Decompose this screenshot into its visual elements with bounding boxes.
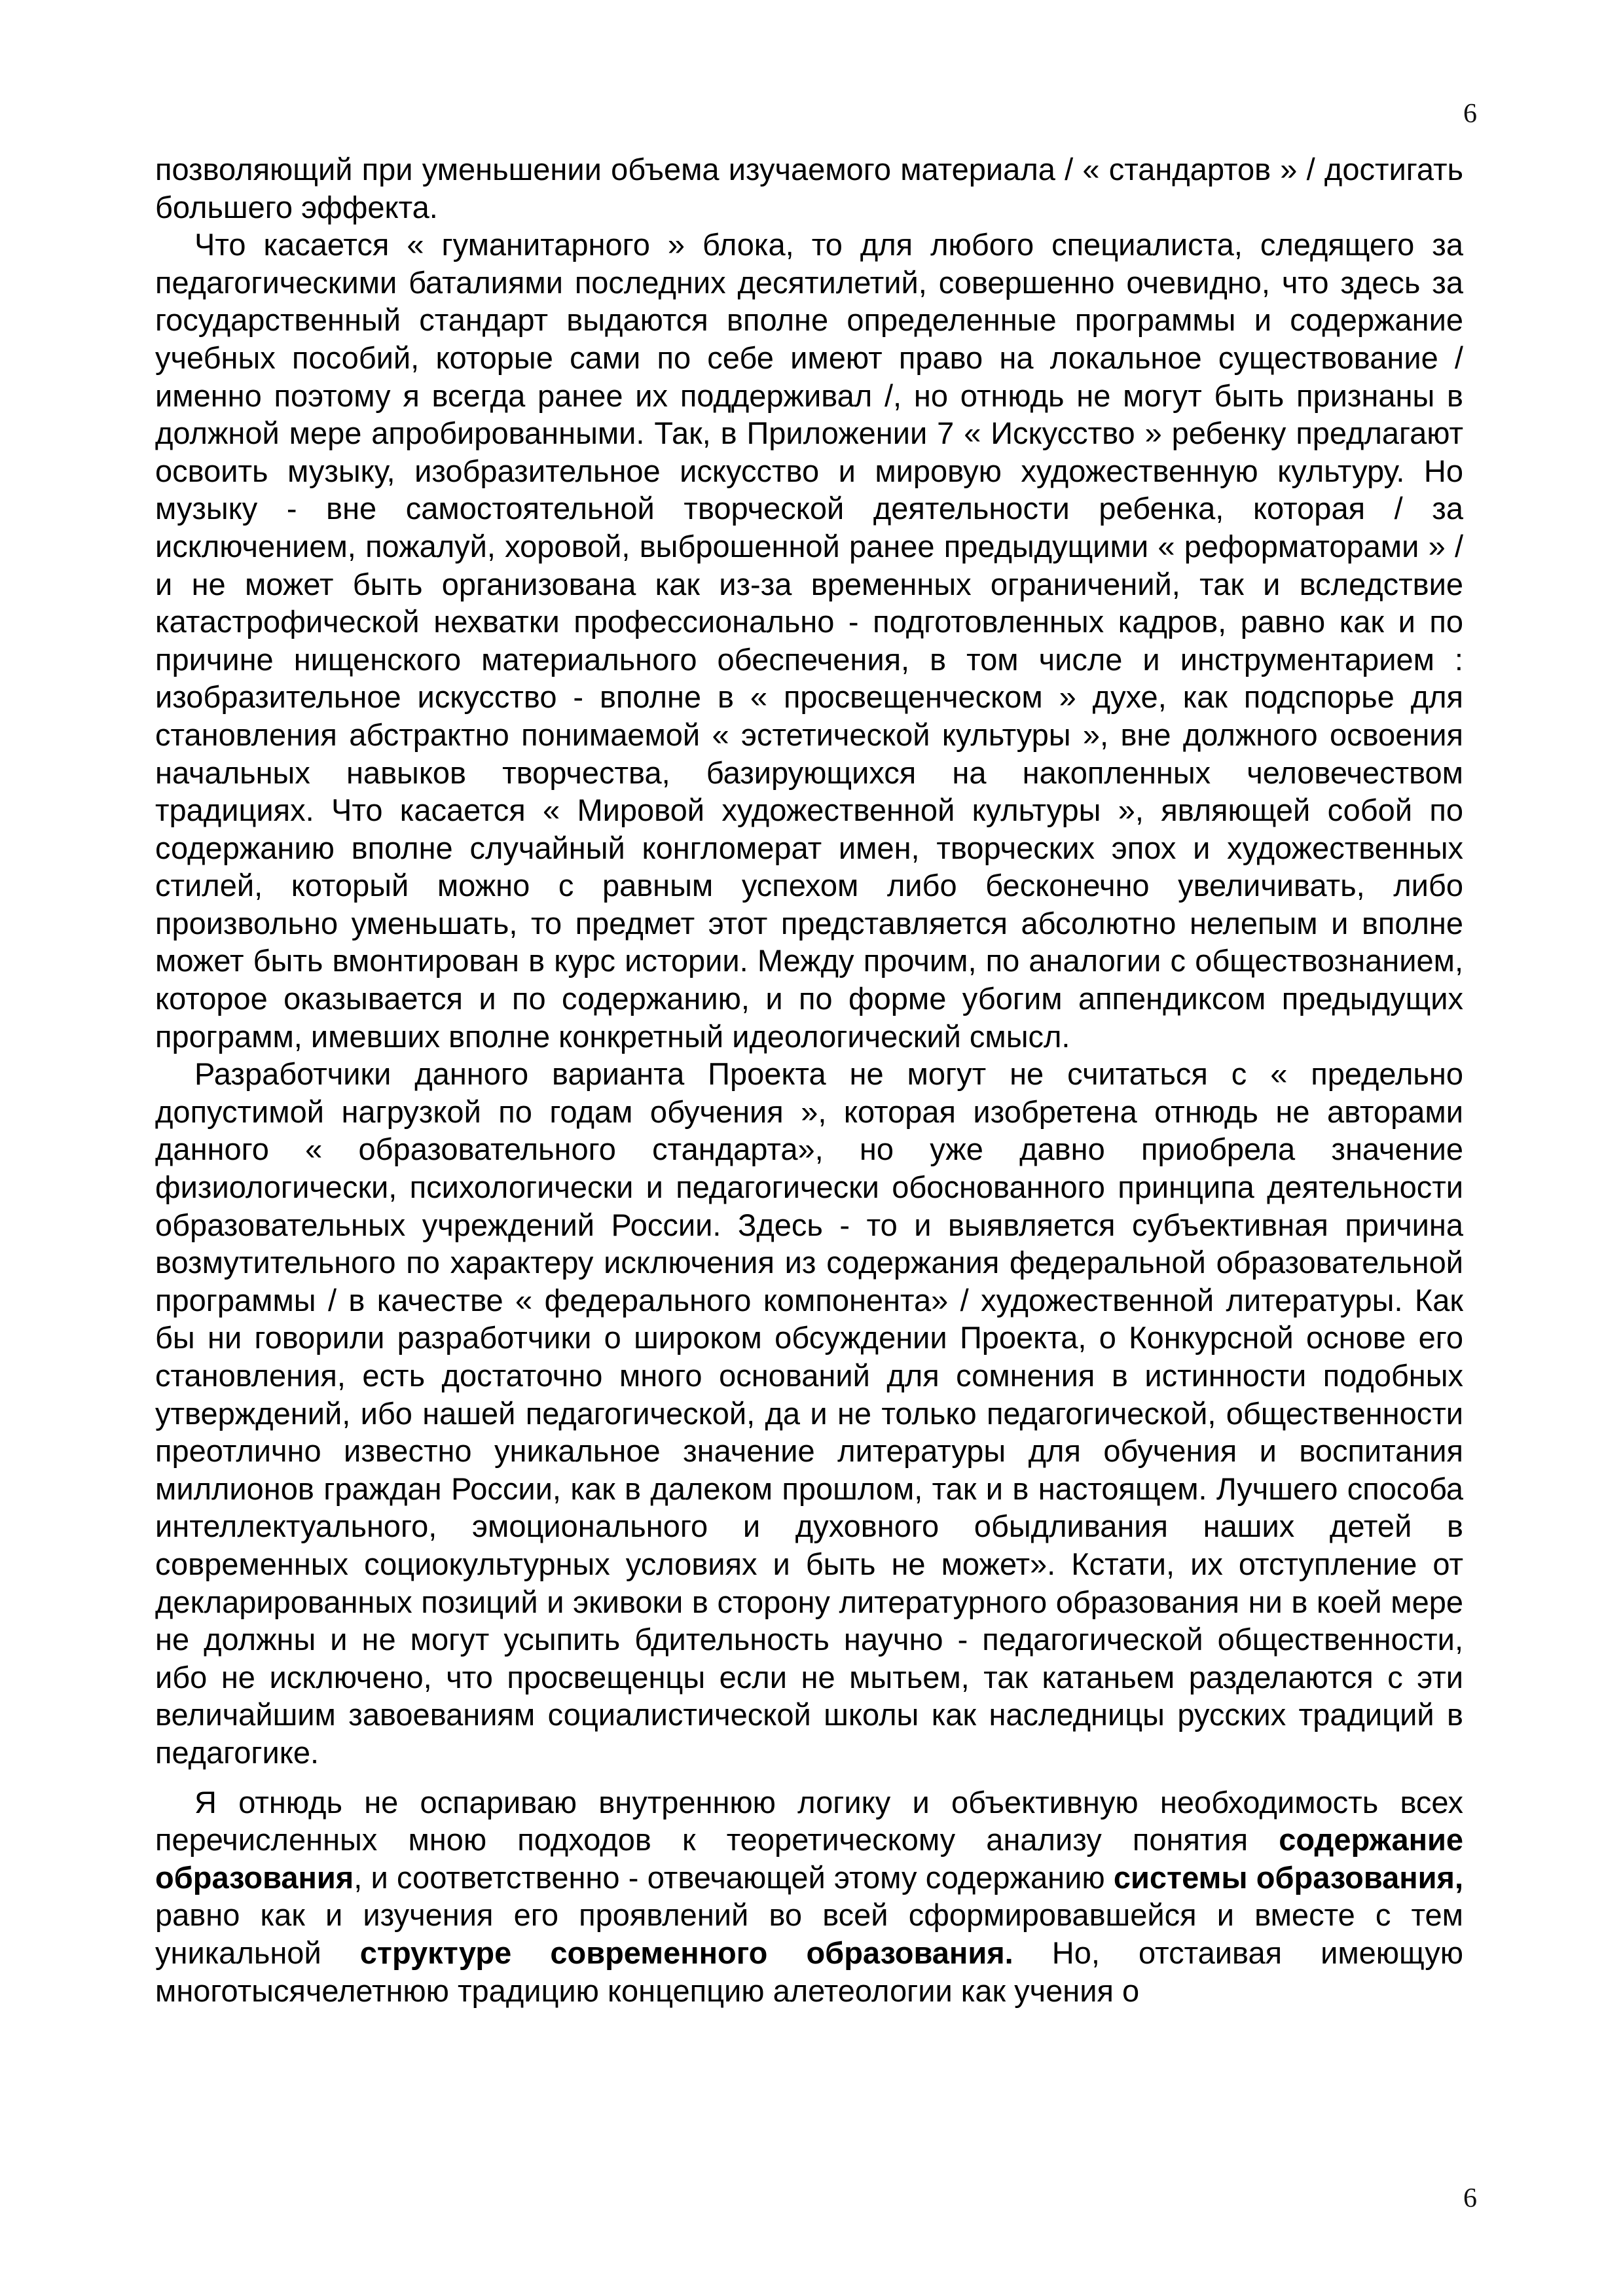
paragraph-3 [155,1055,1463,1771]
paragraph-4-text-c: равно как и изучения его проявлений во всей сформировавшейся и вместе с тем уникальной [155,1897,1463,1970]
page-number-bottom: 6 [1463,2183,1477,2214]
paragraph-3-text: Разработчики данного варианта Проекта не могут не считаться с « предельно допустимой нагрузкой по годам обучения », которая изобретена отнюдь не авторами данного « образовательного стандарта», но уже давно приобрела значение физиологически, психологически и педагогически обоснованного принципа деятельности образовательных учреждений России. Здесь - то и выявляется субъективная причина возмутительного по характеру исключения из содержания федеральной образовательной программы / в качестве « федерального компонента» / художественной литературы. Как бы ни говорили разработчики о широком обсуждении Проекта, о Конкурсной основе его становления, есть достаточно много оснований для сомнения в истинности подобных утверждений, ибо нашей педагогической, да и не только педагогической, общественности преотлично известно уникальное значение литературы для обучения и воспитания миллионов граждан России, как в далеком прошлом, так и в настоящем. Лучшего способа интеллектуального, эмоционального и духовного обыдливания наших детей в современных социокультурных условиях и быть не может». Кстати, их отступление от декларированных позиций и экивоки в сторону литературного образования ни в коей мере не должны и не могут усыпить бдительность научно - педагогической общественности, ибо не исключено, что просвещенцы если не мытьем, так катаньем разделаются с эти величайшим завоеваниям социалистической школы как наследницы русских традиций в педагогике. [155,1056,1463,1770]
paragraph-4-text-d: Но, отстаивая имеющую многотысячелетнюю традицию концепцию алетеологии как учения о [155,1935,1464,2008]
paragraph-1-text: позволяющий при уменьшении объема изучаемого материала / « стандартов » / достигать большего эффекта. [155,152,1463,224]
document-body [155,151,1463,2009]
term-modern-education-structure: структуре современного образования. [359,1935,1013,1970]
term-education-system: системы образования, [1113,1859,1463,1895]
term-content-of-education: содержание образования [155,1822,1463,1895]
paragraph-4-text-b: , и соответственно - отвечающей этому содержанию [354,1859,1114,1895]
paragraph-2 [155,226,1463,1055]
paragraph-1 [155,151,1463,226]
paragraph-2-text: Что касается « гуманитарного » блока, то для любого специалиста, следящего за педагогическими баталиями последних десятилетий, совершенно очевидно, что здесь за государственный стандарт выдаются вполне определенные программы и содержание учебных пособий, которые сами по себе имеют право на локальное существование / именно поэтому я всегда ранее их поддерживал /, но отнюдь не могут быть признаны в должной мере апробированными. Так, в Приложении 7 « Искусство » ребенку предлагают освоить музыку, изобразительное искусство и мировую художественную культуру. Но музыку - вне самостоятельной творческой деятельности ребенка, которая / за исключением, пожалуй, хоровой, выброшенной ранее предыдущими « реформаторами » / и не может быть организована как из-за временных ограничений, так и вследствие катастрофической нехватки профессионально - подготовленных кадров, равно как и по причине нищенского материального обеспечения, в том числе и инструментарием : изобразительное искусство - вполне в « просвещенческом » духе, как подспорье для становления абстрактно понимаемой « эстетической культуры », вне должного освоения начальных навыков творчества, базирующихся на накопленных человечеством традициях. Что касается « Мировой художественной культуры », являющей собой по содержанию вполне случайный конгломерат имен, творческих эпох и художественных стилей, который можно с равным успехом либо бесконечно увеличивать, либо произвольно уменьшать, то предмет этот представляется абсолютно нелепым и вполне может быть вмонтирован в курс истории. Между прочим, по аналогии с обществознанием, которое оказывается и по содержанию, и по форме убогим аппендиксом предыдущих программ, имевших вполне конкретный идеологический смысл. [155,227,1463,1054]
paragraph-4 [155,1784,1463,2010]
paragraph-4-text-a: Я отнюдь не оспариваю внутреннюю логику и объективную необходимость всех перечисленных мною подходов к теоретическому анализу понятия [155,1784,1463,1857]
page-number-top: 6 [1463,99,1477,129]
